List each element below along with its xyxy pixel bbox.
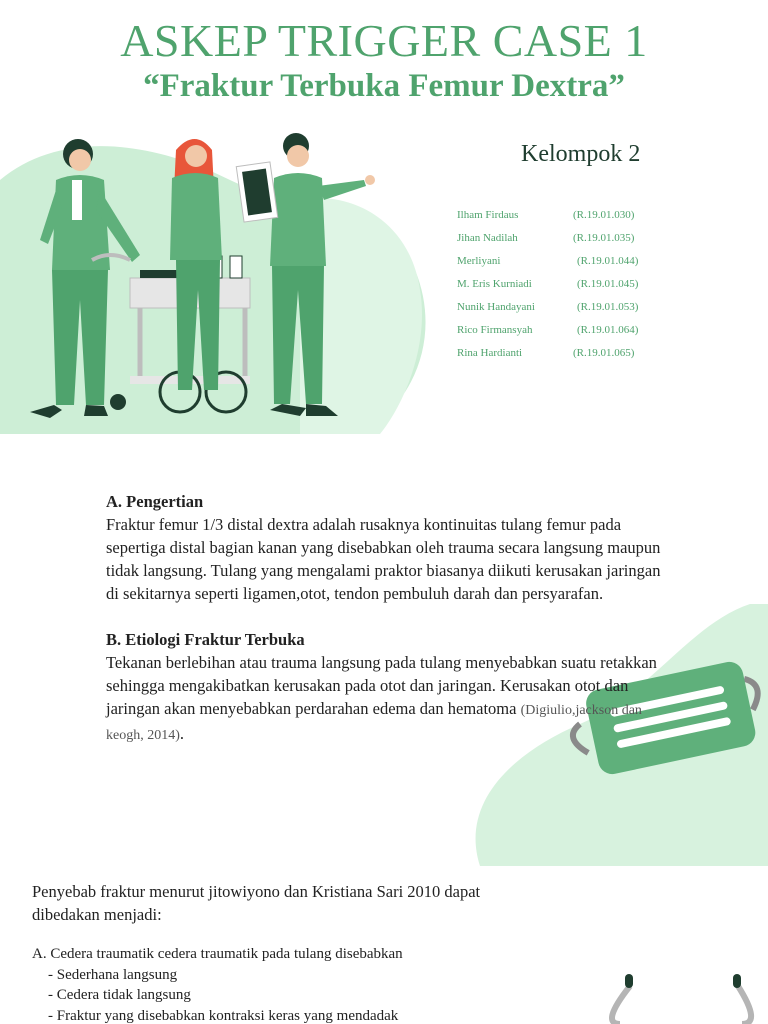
member-row (457, 232, 677, 255)
causes-content (32, 880, 552, 1024)
member-row (457, 278, 677, 301)
cause-subitem: - Cedera tidak langsung (48, 987, 191, 1003)
member-id: (R.19.01.030) (573, 209, 635, 221)
member-name: Ilham Firdaus (457, 209, 519, 221)
member-id: (R.19.01.053) (577, 301, 639, 313)
member-row (457, 324, 677, 347)
section-b-end: . (179, 724, 185, 743)
member-name: Merliyani (457, 255, 501, 267)
member-row (457, 301, 677, 324)
member-id: (R.19.01.064) (577, 324, 639, 336)
citation: (Digiulio,jackson dan keogh, 2014) (106, 703, 642, 743)
cause-subitem: - Fraktur yang disebabkan kontraksi keras yang mendadak (48, 1007, 399, 1024)
cause-subitem: - Sederhana langsung (48, 966, 178, 983)
section-b-heading: B. Etiologi Fraktur Terbuka (106, 630, 305, 649)
causes-slide (0, 866, 768, 1024)
member-name: Rina Hardianti (457, 347, 523, 359)
causes-list (32, 944, 552, 1024)
section-b-paragraph (106, 651, 666, 747)
member-name: Nunik Handayani (457, 301, 535, 313)
group-name: Kelompok 2 (521, 141, 641, 167)
cause-item: A. Cedera traumatik cedera traumatik pada tulang disebabkan (32, 946, 403, 962)
causes-intro: Penyebab fraktur menurut jitowiyono dan Kristiana Sari 2010 dapat dibedakan menjadi: (32, 882, 481, 924)
section-a-heading: A. Pengertian (106, 492, 204, 511)
member-name: Jihan Nadilah (457, 232, 518, 244)
section-a-body: Fraktur femur 1/3 distal dextra adalah rusaknya kontinuitas tulang femur pada sepertiga distal bagian kanan yang disebabkan oleh trauma secara langsung maupun tidak langsung. Tulang yang mengalami praktor biasanya diikuti kerusakan jaringan di sekitarnya seperti ligamen,otot, tendon pembuluh darah dan persyarafan. (106, 515, 661, 603)
section-b-body: Tekanan berlebihan atau trauma langsung pada tulang menyebabkan suatu retakkan sehingga mengakibatkan kerusakan pada otot dan jaringan. Kerusakan otot dan jaringan akan menyebabkan perdarahan edema dan hematoma (106, 653, 657, 718)
member-name: Rico Firmansyah (457, 324, 533, 336)
definition-slide (0, 434, 768, 866)
member-id: (R.19.01.045) (577, 278, 639, 290)
member-id: (R.19.01.044) (577, 255, 639, 267)
member-name: M. Eris Kurniadi (457, 278, 532, 290)
member-row (457, 209, 677, 232)
member-row (457, 347, 677, 370)
nurses-illustration (0, 120, 440, 434)
member-id: (R.19.01.035) (573, 232, 635, 244)
stethoscope-icon (590, 966, 768, 1024)
member-list (457, 209, 677, 370)
page-subtitle: “Fraktur Terbuka Femur Dextra” (143, 68, 625, 104)
member-row (457, 255, 677, 278)
title-slide (0, 0, 768, 434)
page-title: ASKEP TRIGGER CASE 1 (120, 15, 648, 66)
definition-content (106, 490, 666, 747)
member-id: (R.19.01.065) (573, 347, 635, 359)
